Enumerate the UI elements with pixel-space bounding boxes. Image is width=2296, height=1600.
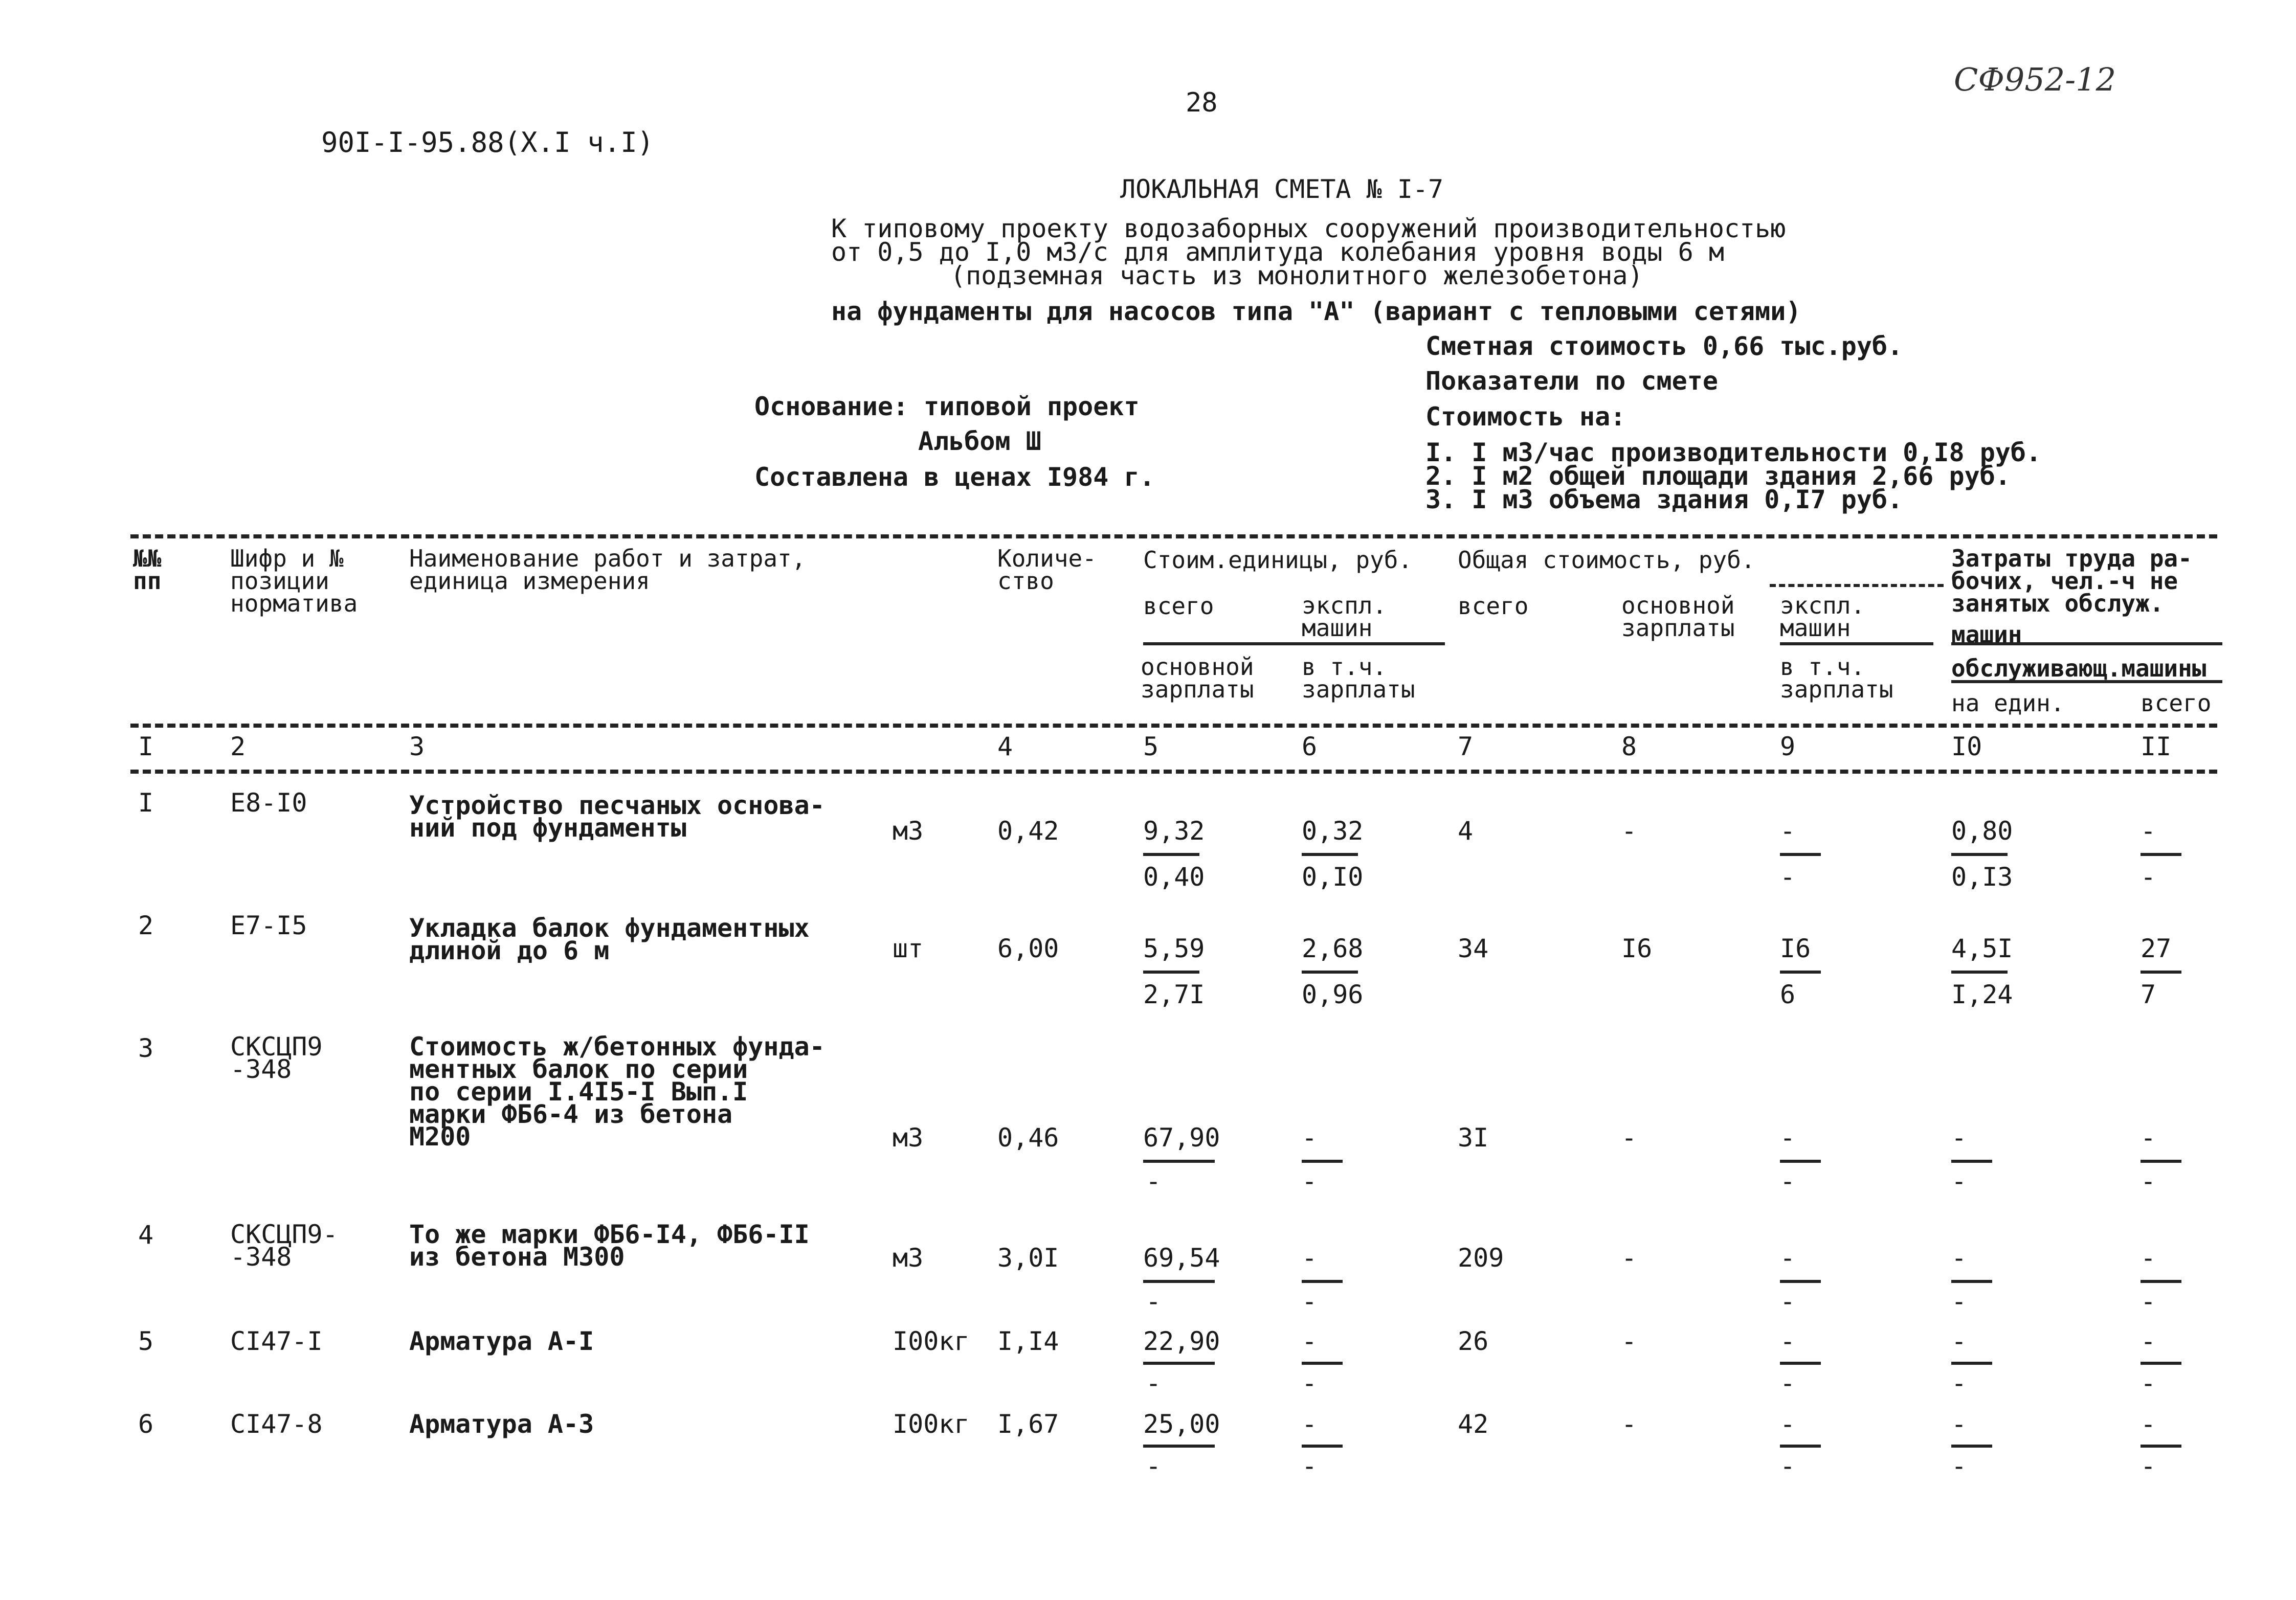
col-number: 5 — [1143, 732, 1159, 761]
row-c8: I6 — [1621, 934, 1653, 963]
row-c6-top: - — [1302, 1123, 1318, 1153]
row-c8: - — [1621, 1326, 1637, 1356]
header-col-4: Количе- ство — [997, 545, 1097, 595]
row-c5-bottom: - — [1146, 1451, 1162, 1481]
row-c9-top: - — [1780, 1123, 1796, 1153]
row-c7: 4 — [1458, 816, 1474, 846]
header-obsl: обслуживающ.машины — [1951, 655, 2206, 682]
row-c11-top: 27 — [2141, 934, 2172, 963]
row-c11-top: - — [2141, 1123, 2156, 1153]
row-c10-top: 0,80 — [1951, 816, 2013, 846]
row-c5-top: 25,00 — [1143, 1409, 1220, 1439]
row-c10-bottom: - — [1951, 1451, 1967, 1481]
row-c6-top: 0,32 — [1302, 816, 1364, 846]
row-number: 4 — [138, 1220, 154, 1250]
row-c10-top: - — [1951, 1123, 1967, 1153]
row-code: Е7-I5 — [230, 911, 307, 940]
row-qty: 6,00 — [997, 934, 1059, 963]
row-code: СКСЦП9 -348 — [230, 1032, 323, 1084]
cost-item-3: 3. I м3 объема здания 0,I7 руб. — [1425, 485, 1903, 514]
row-c5-bottom: - — [1146, 1287, 1162, 1316]
basis-line-3: Составлена в ценах I984 г. — [754, 462, 1155, 492]
row-c9-top: I6 — [1780, 934, 1811, 963]
row-qty: 0,42 — [997, 816, 1059, 846]
row-name: Стоимость ж/бетонных фунда- ментных балок по серии по серии I.4I5-I Вып.I марки ФБ6-4 из бетона М200 — [409, 1032, 825, 1152]
col-number: II — [2141, 732, 2172, 761]
archive-mark: СФ952-12 — [1954, 61, 2116, 98]
row-c9-top: - — [1780, 816, 1796, 846]
row-c10-bottom: - — [1951, 1287, 1967, 1316]
row-code: СI47-I — [230, 1326, 323, 1356]
row-c11-bottom: - — [2141, 1166, 2156, 1196]
row-number: 2 — [138, 911, 154, 940]
table-top-rule — [130, 534, 2217, 538]
subtitle-line-1: К типовому проекту водозаборных сооружений производительностью — [831, 214, 1786, 243]
row-c6-bottom: - — [1302, 1166, 1318, 1196]
row-qty: I,I4 — [997, 1326, 1059, 1356]
row-c10-bottom: - — [1951, 1166, 1967, 1196]
row-c5-bottom: - — [1146, 1368, 1162, 1398]
row-c7: 42 — [1458, 1409, 1489, 1439]
row-unit: м3 — [893, 1243, 924, 1273]
row-code: Е8-I0 — [230, 788, 307, 818]
row-c9-bottom: - — [1780, 862, 1796, 892]
header-c6-ekspl: экспл. машин — [1302, 592, 1387, 642]
row-c5-top: 5,59 — [1143, 934, 1205, 963]
row-c5-top: 9,32 — [1143, 816, 1205, 846]
row-name: Устройство песчаных основа- ний под фундаменты — [409, 791, 825, 843]
header-mashin: машин — [1951, 621, 2022, 648]
row-c10-top: - — [1951, 1326, 1967, 1356]
row-c6-top: - — [1302, 1243, 1318, 1273]
row-code: СI47-8 — [230, 1409, 323, 1439]
row-qty: 3,0I — [997, 1243, 1059, 1273]
header-c8-osn: основной зарплаты — [1621, 592, 1735, 642]
header-total-cost: Общая стоимость, руб. — [1458, 546, 1755, 574]
page-number: 28 — [1186, 87, 1218, 118]
row-c5-top: 67,90 — [1143, 1123, 1220, 1153]
row-name: Арматура А-3 — [409, 1409, 594, 1439]
row-c5-top: 22,90 — [1143, 1326, 1220, 1356]
row-c9-top: - — [1780, 1409, 1796, 1439]
header-c9-ekspl: экспл. машин — [1780, 592, 1865, 642]
header-col-2: Шифр и № позиции норматива — [230, 545, 358, 617]
row-unit: I00кг — [893, 1326, 970, 1356]
row-c10-bottom: - — [1951, 1368, 1967, 1398]
col-number: 3 — [409, 732, 425, 761]
header-c11-vsego: всего — [2141, 689, 2212, 717]
columns-rule — [130, 770, 2217, 774]
col-number: 7 — [1458, 732, 1474, 761]
header-na-edin: на един. — [1951, 689, 2065, 717]
row-number: 3 — [138, 1033, 154, 1063]
row-c6-top: - — [1302, 1326, 1318, 1356]
row-c6-top: 2,68 — [1302, 934, 1364, 963]
header-col-1: №№ пп — [133, 545, 162, 595]
row-unit: м3 — [893, 816, 924, 846]
indicators-heading: Показатели по смете — [1425, 366, 1718, 396]
subtitle-line-4: на фундаменты для насосов типа "А" (вариант с тепловыми сетями) — [831, 297, 1801, 326]
basis-line-2: Альбом Ш — [918, 426, 1041, 456]
cost-item-1: I. I м3/час производительности 0,I8 руб. — [1425, 438, 2042, 467]
header-c5-osn: основной зарплаты — [1141, 653, 1254, 703]
row-c10-top: - — [1951, 1409, 1967, 1439]
row-c9-bottom: - — [1780, 1287, 1796, 1316]
row-c10-top: - — [1951, 1243, 1967, 1273]
col-number: I0 — [1951, 732, 1982, 761]
row-c11-bottom: 7 — [2141, 980, 2156, 1009]
row-c11-top: - — [2141, 1243, 2156, 1273]
col-number: 8 — [1621, 732, 1637, 761]
header-c7-vsego: всего — [1458, 592, 1529, 620]
header-col-3: Наименование работ и затрат, единица измерения — [409, 545, 806, 595]
row-c5-bottom: 0,40 — [1143, 862, 1205, 892]
row-c5-top: 69,54 — [1143, 1243, 1220, 1273]
col-number: 6 — [1302, 732, 1318, 761]
row-c5-bottom: 2,7I — [1143, 980, 1205, 1009]
header-rule — [130, 724, 2217, 728]
row-c11-top: - — [2141, 1326, 2156, 1356]
row-c8: - — [1621, 1409, 1637, 1439]
subtitle-line-3: (подземная часть из монолитного железобетона) — [950, 261, 1643, 290]
row-c9-bottom: - — [1780, 1166, 1796, 1196]
row-c7: 3I — [1458, 1123, 1489, 1153]
header-c6-vtch: в т.ч. зарплаты — [1302, 653, 1415, 703]
col-number: 4 — [997, 732, 1013, 761]
header-c5-vsego: всего — [1143, 592, 1214, 620]
row-c11-bottom: - — [2141, 1451, 2156, 1481]
row-c8: - — [1621, 816, 1637, 846]
basis-line-1: Основание: типовой проект — [754, 392, 1140, 421]
row-unit: м3 — [893, 1123, 924, 1153]
row-c10-bottom: 0,I3 — [1951, 862, 2013, 892]
row-c6-top: - — [1302, 1409, 1318, 1439]
row-c11-bottom: - — [2141, 1368, 2156, 1398]
header-c9-vtch: в т.ч. зарплаты — [1780, 653, 1893, 703]
cost-item-2: 2. I м2 общей площади здания 2,66 руб. — [1425, 461, 2011, 491]
row-c11-bottom: - — [2141, 862, 2156, 892]
col-number: 2 — [230, 732, 246, 761]
row-name: То же марки ФБ6-I4, ФБ6-II из бетона М300 — [409, 1220, 810, 1272]
row-number: 6 — [138, 1409, 154, 1439]
row-name: Арматура А-I — [409, 1326, 594, 1356]
row-c7: 209 — [1458, 1243, 1504, 1273]
row-c8: - — [1621, 1123, 1637, 1153]
row-c9-bottom: - — [1780, 1451, 1796, 1481]
row-c7: 34 — [1458, 934, 1489, 963]
row-number: I — [138, 788, 154, 818]
row-c7: 26 — [1458, 1326, 1489, 1356]
row-c10-top: 4,5I — [1951, 934, 2013, 963]
row-c8: - — [1621, 1243, 1637, 1273]
col-number: 9 — [1780, 732, 1796, 761]
row-c10-bottom: I,24 — [1951, 980, 2013, 1009]
header-labor: Затраты труда ра- бочих, чел.-ч не занятых обслуж. — [1951, 545, 2192, 617]
row-c6-bottom: 0,I0 — [1302, 862, 1364, 892]
row-c6-bottom: 0,96 — [1302, 980, 1364, 1009]
document-title: ЛОКАЛЬНАЯ СМЕТА № I-7 — [1120, 174, 1444, 204]
row-number: 5 — [138, 1326, 154, 1356]
row-c9-top: - — [1780, 1326, 1796, 1356]
row-c9-bottom: 6 — [1780, 980, 1796, 1009]
row-qty: 0,46 — [997, 1123, 1059, 1153]
subtitle-line-2: от 0,5 до I,0 м3/с для амплитуда колебания уровня воды 6 м — [831, 237, 1724, 267]
row-unit: I00кг — [893, 1409, 970, 1439]
document-code: 90I-I-95.88(X.I ч.I) — [321, 126, 654, 159]
row-c9-bottom: - — [1780, 1368, 1796, 1398]
row-c11-top: - — [2141, 1409, 2156, 1439]
estimated-cost: Сметная стоимость 0,66 тыс.руб. — [1425, 331, 1903, 361]
row-c11-top: - — [2141, 816, 2156, 846]
row-qty: I,67 — [997, 1409, 1059, 1439]
row-c6-bottom: - — [1302, 1287, 1318, 1316]
row-c11-bottom: - — [2141, 1287, 2156, 1316]
col-number: I — [138, 732, 154, 761]
row-name: Укладка балок фундаментных длиной до 6 м — [409, 913, 810, 965]
row-code: СКСЦП9- -348 — [230, 1220, 338, 1272]
row-c5-bottom: - — [1146, 1166, 1162, 1196]
row-unit: шт — [893, 934, 924, 963]
row-c6-bottom: - — [1302, 1368, 1318, 1398]
row-c9-top: - — [1780, 1243, 1796, 1273]
row-c6-bottom: - — [1302, 1451, 1318, 1481]
cost-for-heading: Стоимость на: — [1425, 402, 1626, 432]
header-unit-cost: Стоим.единицы, руб. — [1143, 546, 1413, 574]
